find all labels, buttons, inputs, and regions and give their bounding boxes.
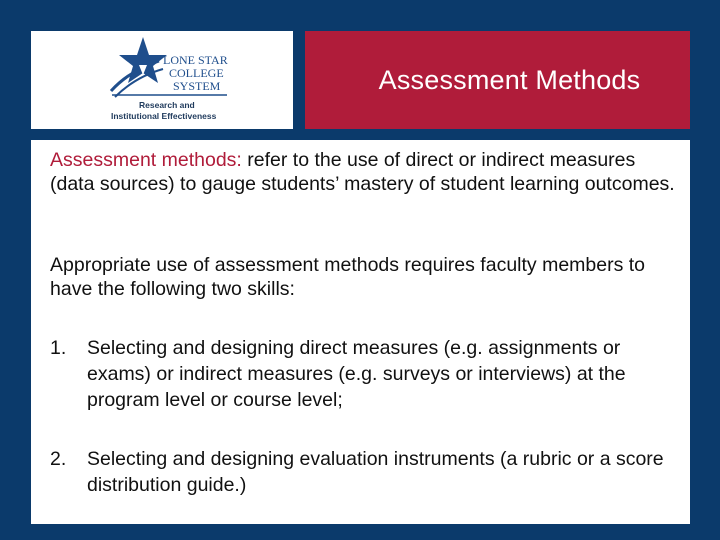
logo-dept-line-2: Institutional Effectiveness xyxy=(111,111,217,121)
list-number: 2. xyxy=(50,448,67,470)
list-item xyxy=(50,446,680,498)
logo-panel xyxy=(31,31,293,129)
logo-line-2: COLLEGE xyxy=(169,66,224,80)
star-icon xyxy=(111,37,167,97)
list-number: 1. xyxy=(50,337,67,359)
list-item xyxy=(50,335,680,413)
definition-text: refer to the use of direct or indirect measures (data sources) to gauge students’ mastery of student learning outcomes. xyxy=(50,149,675,195)
title-bar xyxy=(305,31,690,129)
definition-term: Assessment methods: xyxy=(50,149,242,171)
list-text: Selecting and designing evaluation instruments (a rubric or a score distribution guide.) xyxy=(87,448,664,496)
intro-paragraph: Appropriate use of assessment methods requires faculty members to have the following two skills: xyxy=(50,254,646,300)
logo-dept-line-1: Research and xyxy=(139,100,195,110)
content-panel xyxy=(31,140,690,524)
lone-star-college-logo xyxy=(31,31,293,129)
page-title: Assessment Methods xyxy=(378,64,641,95)
list-text: Selecting and designing direct measures (e.g. assignments or exams) or indirect measures (e.g. surveys or interviews) at the program level or course level; xyxy=(87,337,626,411)
definition-paragraph xyxy=(50,148,680,196)
logo-line-3: SYSTEM xyxy=(173,79,221,93)
logo-line-1: LONE STAR xyxy=(163,53,228,67)
